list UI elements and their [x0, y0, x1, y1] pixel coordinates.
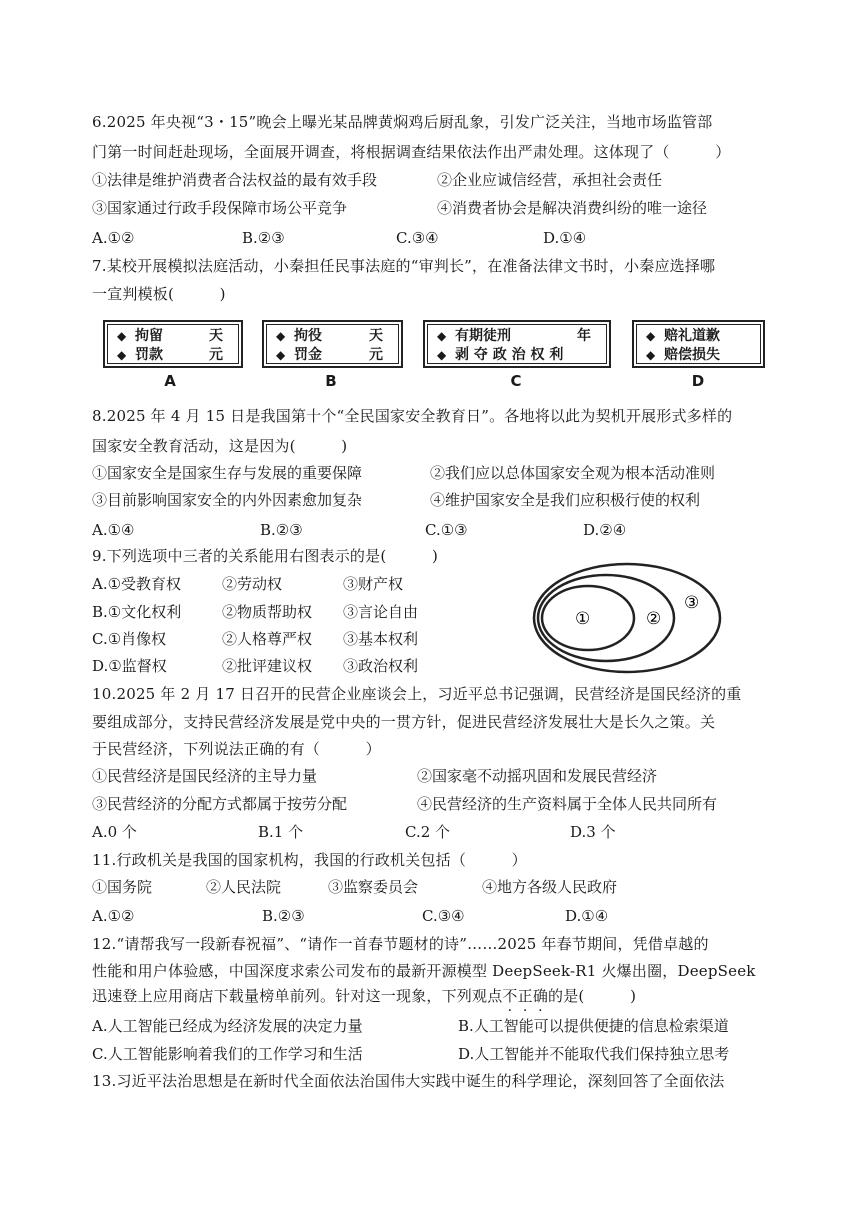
q10-statement-4: ④民营经济的生产资料属于全体人民共同所有 [417, 795, 718, 813]
q9-option-c-3: ③基本权利 [343, 630, 419, 648]
q12-stem-line2: 性能和用户体验感，中国深度求索公司发布的最新开源模型 DeepSeek-R1 火爆出圈，DeepSeek [92, 962, 756, 980]
q9-option-c-1: C.①肖像权 [92, 630, 167, 648]
q9-option-d-1: D.①监督权 [92, 657, 167, 675]
q9-option-a-2: ②劳动权 [222, 575, 283, 593]
q8-stem-line1: 8.2025 年 4 月 15 日是我国第十个“全民国家安全教育日”。各地将以此为契机开展形式多样的 [92, 407, 733, 425]
diamond-icon: ◆ [646, 348, 656, 362]
diamond-icon: ◆ [646, 329, 656, 343]
q11-statement-2: ②人民法院 [206, 878, 282, 896]
q8-option-d: D.②④ [583, 521, 627, 539]
circle-label-3: ③ [684, 593, 700, 613]
q12-line3-tail: 的是( ) [548, 987, 637, 1005]
q10-option-a: A.0 个 [92, 823, 137, 841]
q6-option-d: D.①④ [543, 229, 587, 247]
q6-option-c: C.③④ [396, 229, 439, 247]
q8-statement-3: ③目前影响国家安全的内外因素愈加复杂 [92, 491, 363, 509]
q12-option-b: B.人工智能可以提供便捷的信息检索渠道 [458, 1017, 729, 1035]
q9-option-b-3: ③言论自由 [343, 603, 419, 621]
template-d-row1: 赔礼道歉 [664, 328, 720, 344]
q11-stem: 11.行政机关是我国的国家机构，我国的行政机关包括（ ） [92, 851, 527, 869]
nested-circles-diagram [528, 560, 728, 680]
template-c-row2: 剥 夺 政 治 权 利 [455, 347, 564, 363]
q8-statement-1: ①国家安全是国家生存与发展的重要保障 [92, 464, 363, 482]
diamond-icon: ◆ [437, 329, 447, 343]
q9-option-b-2: ②物质帮助权 [222, 603, 313, 621]
q8-statement-2: ②我们应以总体国家安全观为根本活动准则 [430, 464, 716, 482]
template-label-d: D [691, 372, 705, 390]
q8-option-a: A.①④ [92, 521, 135, 539]
q9-option-d-3: ③政治权利 [343, 657, 419, 675]
q9-option-b-1: B.①文化权利 [92, 603, 182, 621]
template-label-c: C [510, 372, 522, 390]
q6-option-b: B.②③ [242, 229, 285, 247]
q12-option-d: D.人工智能并不能取代我们保持独立思考 [458, 1045, 730, 1063]
q12-stem-line1: 12.“请帮我写一段新春祝福”、“请作一首春节题材的诗”……2025 年春节期间，凭借卓越的 [92, 935, 709, 953]
template-c-row1-unit: 年 [577, 328, 591, 344]
q10-option-d: D.3 个 [570, 823, 616, 841]
emphasis-char: 确 [532, 987, 549, 1005]
q6-stem-line1: 6.2025 年央视“3・15”晚会上曝光某品牌黄焖鸡后厨乱象，引发广泛关注，当地市场监管部 [92, 113, 713, 131]
q10-statement-1: ①民营经济是国民经济的主导力量 [92, 767, 318, 785]
diamond-icon: ◆ [276, 329, 286, 343]
q10-statement-3: ③民营经济的分配方式都属于按劳分配 [92, 795, 348, 813]
q7-stem-line2: 一宣判模板( ) [92, 285, 226, 303]
diamond-icon: ◆ [117, 348, 127, 362]
template-label-b: B [325, 372, 337, 390]
q10-stem-line3: 于民营经济，下列说法正确的有（ ） [92, 740, 381, 758]
q6-statement-2: ②企业应诚信经营，承担社会责任 [437, 171, 663, 189]
q9-option-d-2: ②批评建议权 [222, 657, 313, 675]
q11-option-d: D.①④ [565, 907, 609, 925]
verdict-template-d [632, 320, 765, 368]
q7-stem-line1: 7.某校开展模拟法庭活动，小秦担任民事法庭的“审判长”，在准备法律文书时，小秦应选择哪 [92, 257, 716, 275]
verdict-template-a [103, 320, 243, 368]
q10-option-c: C.2 个 [405, 823, 451, 841]
q9-stem: 9.下列选项中三者的关系能用右图表示的是( ) [92, 547, 439, 565]
circle-label-1: ① [575, 609, 591, 629]
q8-stem-line2: 国家安全教育活动，这是因为( ) [92, 437, 348, 455]
q12-stem-line3 [92, 986, 636, 1006]
q13-stem-line1: 13.习近平法治思想是在新时代全面依法治国伟大实践中诞生的科学理论，深刻回答了全面依法 [92, 1072, 725, 1090]
outer-ellipse-3 [534, 564, 720, 672]
q11-option-c: C.③④ [422, 907, 465, 925]
diamond-icon: ◆ [276, 348, 286, 362]
q6-statement-4: ④消费者协会是解决消费纠纷的唯一途径 [437, 199, 708, 217]
q10-stem-line2: 要组成部分，支持民营经济发展是党中央的一贯方针，促进民营经济发展壮大是长久之策。关 [92, 713, 716, 731]
q10-stem-line1: 10.2025 年 2 月 17 日召开的民营企业座谈会上，习近平总书记强调，民营经济是国民经济的重 [92, 685, 742, 703]
template-a-row2-unit: 元 [209, 347, 223, 363]
q6-statement-1: ①法律是维护消费者合法权益的最有效手段 [92, 171, 378, 189]
emphasis-char: 不 [502, 987, 518, 1005]
template-b-row1: 拘役 [294, 328, 322, 344]
q6-stem-line2: 门第一时间赶赴现场，全面展开调查，将根据调查结果依法作出严肃处理。这体现了（ ） [92, 143, 731, 161]
q8-option-c: C.①③ [425, 521, 468, 539]
q8-option-b: B.②③ [260, 521, 303, 539]
diamond-icon: ◆ [117, 329, 127, 343]
q10-option-b: B.1 个 [258, 823, 304, 841]
template-b-row2: 罚金 [294, 347, 322, 363]
template-a-row1: 拘留 [135, 328, 163, 344]
q6-statement-3: ③国家通过行政手段保障市场公平竞争 [92, 199, 348, 217]
template-a-row1-unit: 天 [209, 328, 223, 344]
q6-option-a: A.①② [92, 229, 135, 247]
diamond-icon: ◆ [437, 348, 447, 362]
q11-statement-4: ④地方各级人民政府 [482, 878, 618, 896]
q12-option-a: A.人工智能已经成为经济发展的决定力量 [92, 1017, 363, 1035]
circle-label-2: ② [646, 609, 662, 629]
template-d-row2: 赔偿损失 [664, 347, 720, 363]
template-b-row2-unit: 元 [369, 347, 383, 363]
template-c-row1: 有期徒刑 [455, 328, 511, 344]
q12-option-c: C.人工智能影响着我们的工作学习和生活 [92, 1045, 363, 1063]
emphasis-char: 正 [517, 987, 533, 1005]
verdict-template-c [423, 320, 611, 368]
q12-line3-text: 迅速登上应用商店下载量榜单前列。针对这一现象，下列观点 [92, 987, 503, 1005]
template-b-row1-unit: 天 [369, 328, 383, 344]
q11-statement-3: ③监察委员会 [328, 878, 419, 896]
q9-option-a-1: A.①受教育权 [92, 575, 182, 593]
verdict-template-b [262, 320, 403, 368]
q9-option-c-2: ②人格尊严权 [222, 630, 313, 648]
q11-option-a: A.①② [92, 907, 135, 925]
q11-option-b: B.②③ [262, 907, 305, 925]
q8-statement-4: ④维护国家安全是我们应积极行使的权利 [430, 491, 701, 509]
q10-statement-2: ②国家毫不动摇巩固和发展民营经济 [417, 767, 658, 785]
template-a-row2: 罚款 [135, 347, 163, 363]
q9-option-a-3: ③财产权 [343, 575, 404, 593]
template-label-a: A [164, 372, 176, 390]
q11-statement-1: ①国务院 [92, 878, 153, 896]
